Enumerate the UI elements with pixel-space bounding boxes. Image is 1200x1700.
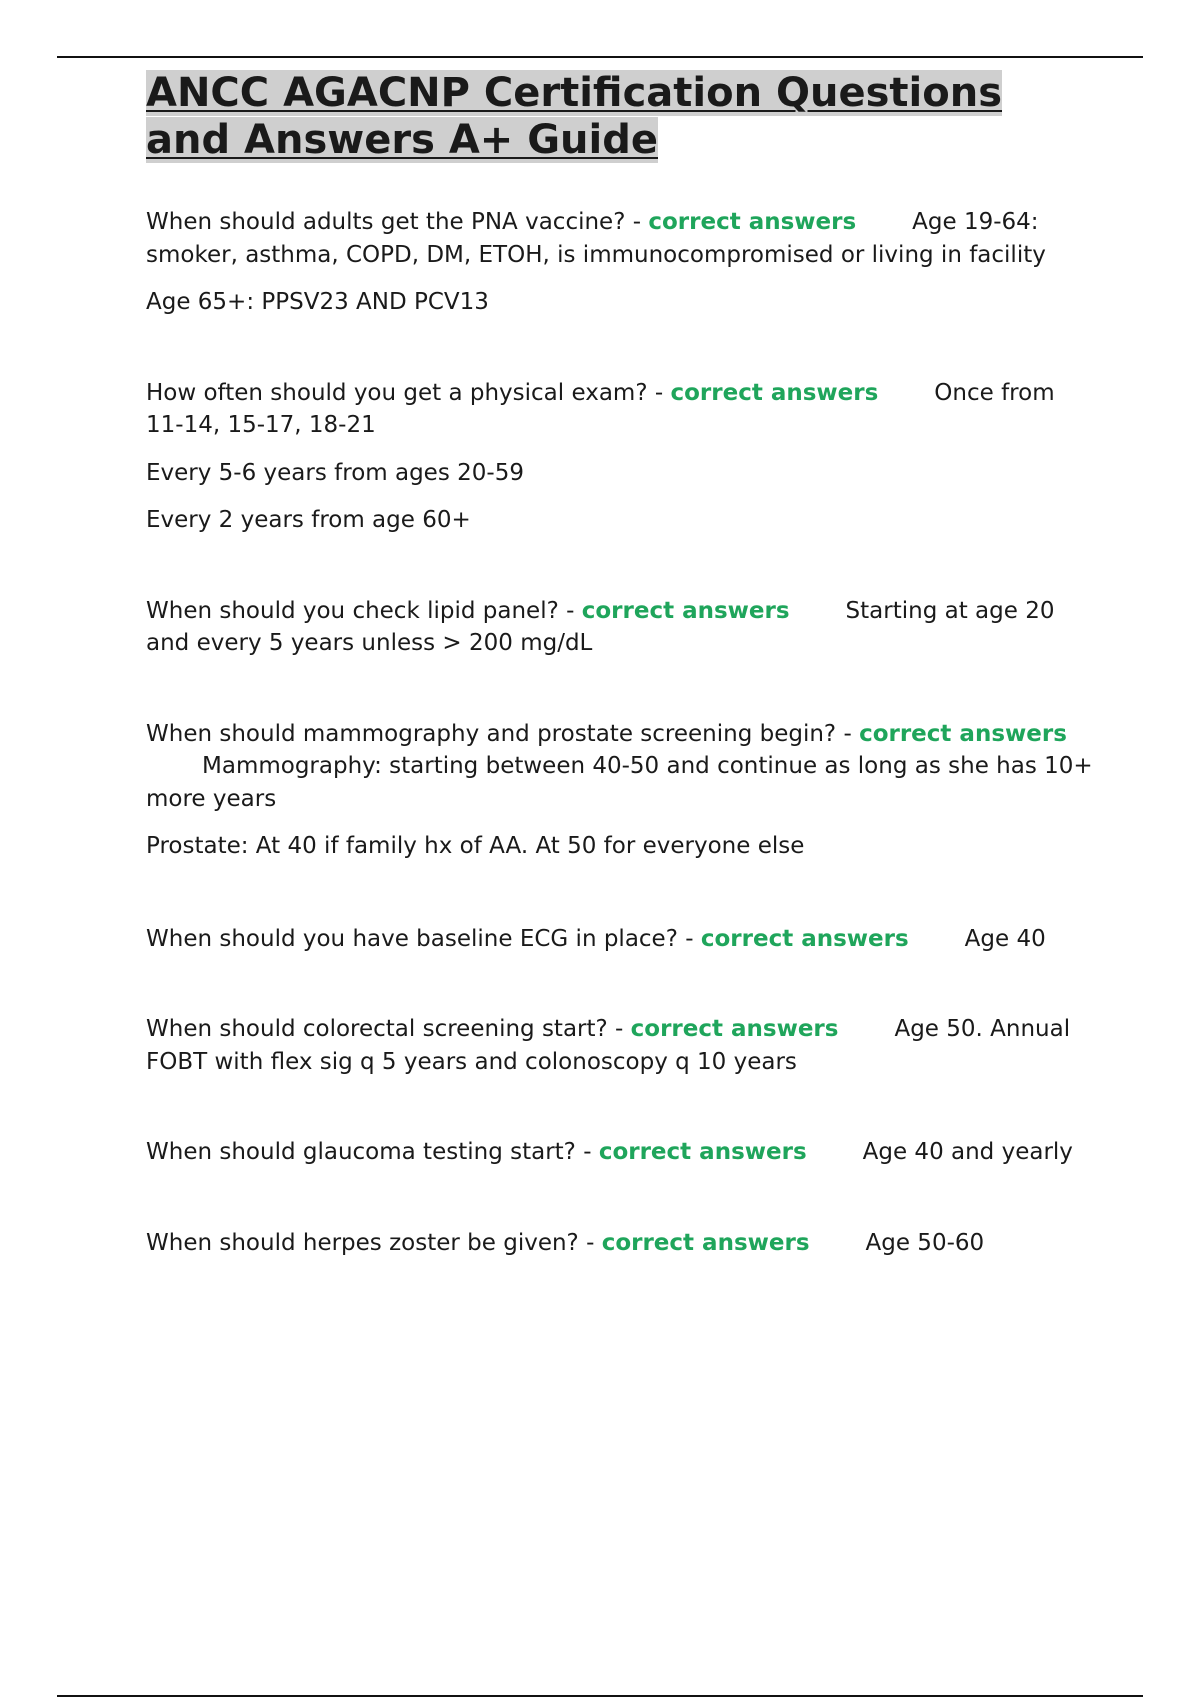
answer-text: Mammography: starting between 40-50 and continue as long as she has 10+ more years <box>146 753 1093 812</box>
qa-question-answer <box>146 377 1096 442</box>
correct-answers-label: correct answers <box>648 209 857 235</box>
qa-question-answer <box>146 595 1096 660</box>
qa-item <box>146 206 1096 319</box>
answer-extra-line: Prostate: At 40 if family hx of AA. At 50 for everyone else <box>146 833 805 859</box>
qa-question-answer <box>146 718 1096 816</box>
answer-extra-line: Every 5-6 years from ages 20-59 <box>146 459 524 486</box>
document-page <box>146 70 1096 1274</box>
correct-answers-label: correct answers <box>581 597 790 624</box>
answer-text: Once from 11-14, 15-17, 18-21 <box>146 379 1055 438</box>
question-text: When should mammography and prostate screening begin? - <box>146 720 860 747</box>
qa-item <box>146 595 1096 660</box>
answer-extra-line: Every 2 years from age 60+ <box>146 507 471 533</box>
qa-list <box>146 206 1096 1259</box>
qa-item <box>146 1013 1096 1078</box>
correct-answers-label: correct answers <box>598 1139 807 1165</box>
answer-text: Age 40 <box>964 925 1046 952</box>
qa-item <box>146 718 1096 863</box>
qa-question-answer <box>146 923 1096 956</box>
bottom-rule <box>57 1695 1143 1697</box>
correct-answers-label: correct answers <box>601 1229 810 1256</box>
correct-answers-label: correct answers <box>630 1016 839 1042</box>
qa-item <box>146 377 1096 537</box>
qa-item <box>146 1136 1096 1169</box>
correct-answers-label: correct answers <box>700 925 909 952</box>
question-text: When should glaucoma testing start? - <box>146 1139 599 1165</box>
question-text: When should you have baseline ECG in place? - <box>146 925 701 952</box>
top-rule <box>57 56 1143 58</box>
qa-question-answer <box>146 1227 1096 1260</box>
qa-item <box>146 923 1096 956</box>
answer-text: Starting at age 20 and every 5 years unless > 200 mg/dL <box>146 597 1055 656</box>
answer-text: Age 50-60 <box>865 1229 985 1256</box>
question-text: When should adults get the PNA vaccine? - <box>146 209 649 235</box>
answer-text: Age 40 and yearly <box>862 1139 1073 1165</box>
document-title <box>146 70 1096 164</box>
title-line-1: ANCC AGACNP Certification Questions <box>146 70 1003 116</box>
correct-answers-label: correct answers <box>859 720 1067 747</box>
answer-text: Age 50. Annual FOBT with flex sig q 5 years and colonoscopy q 10 years <box>146 1016 1071 1075</box>
title-line-2: and Answers A+ Guide <box>146 117 658 163</box>
qa-question-answer <box>146 1136 1096 1169</box>
qa-item <box>146 1227 1096 1260</box>
question-text: When should colorectal screening start? - <box>146 1016 631 1042</box>
question-text: How often should you get a physical exam? - <box>146 379 671 406</box>
correct-answers-label: correct answers <box>670 379 879 406</box>
answer-text: Age 19-64: smoker, asthma, COPD, DM, ETOH, is immunocompromised or living in facility <box>146 209 1046 268</box>
qa-question-answer <box>146 206 1096 271</box>
answer-extra-line: Age 65+: PPSV23 AND PCV13 <box>146 289 489 315</box>
question-text: When should herpes zoster be given? - <box>146 1229 602 1256</box>
qa-question-answer <box>146 1013 1096 1078</box>
question-text: When should you check lipid panel? - <box>146 597 582 624</box>
